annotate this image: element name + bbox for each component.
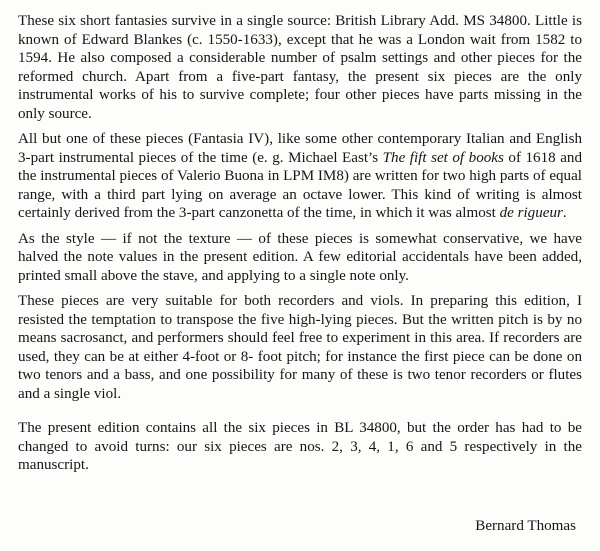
paragraph-intro xyxy=(18,12,582,123)
instruments-text: These pieces are very suitable for both recorders and viols. In preparing this edition, I resisted the temptation to transpose the five high-lying pieces. But the written pitch is by no means sacrosanct, and performers should feel free to experiment in this area. If recorders are used, they can be at either 4-foot or 8- foot pitch; for instance the first piece can be done on two tenors and a bass, and one possibility for many of these is two tenor recorders or flutes and a single viol. xyxy=(18,293,582,402)
texture-text-1: All but one of these pieces (Fantasia IV), like some other contemporary Italian and English 3-part instrumental pieces of the time (e. g. Michael East’s xyxy=(18,131,582,166)
edition-text: The present edition contains all the six pieces in BL 34800, but the order has had to be changed to avoid turns: our six pieces are nos. 2, 3, 4, 1, 6 and 5 respectively in the manuscript. xyxy=(18,420,582,473)
paragraph-style xyxy=(18,230,582,286)
paragraph-edition xyxy=(18,419,582,475)
intro-text: These six short fantasies survive in a single source: British Library Add. MS 34800. Little is known of Edward Blankes (c. 1550-1633), except that he was a London wait from 1582 to 1594. He also composed a considerable number of psalm settings and other pieces for the reformed church. Apart from a five-part fantasy, the present six pieces are the only instrumental works of his to survive complete; four other pieces have parts missing in the only source. xyxy=(18,13,582,122)
book-title: The fift set of books xyxy=(382,149,504,166)
style-text: As the style — if not the texture — of these pieces is somewhat conservative, we have halved the note values in the present edition. A few editorial accidentals have been added, printed small above the stave, and applying to a single note only. xyxy=(18,230,582,284)
texture-text-2: of 1618 and the instrumental pieces of Valerio Buona in LPM IM8) are written for two high parts of equal range, with a third part lying on average an octave lower. This kind of writing is almost certainly derived from the 3-part canzonetta of the time, in which it was almost xyxy=(18,149,583,221)
paragraph-instruments xyxy=(18,292,582,403)
paragraph-texture xyxy=(18,130,582,223)
signature: Bernard Thomas xyxy=(475,518,576,534)
texture-text-3: . xyxy=(562,205,567,221)
italic-phrase: de rigueur xyxy=(499,205,563,221)
